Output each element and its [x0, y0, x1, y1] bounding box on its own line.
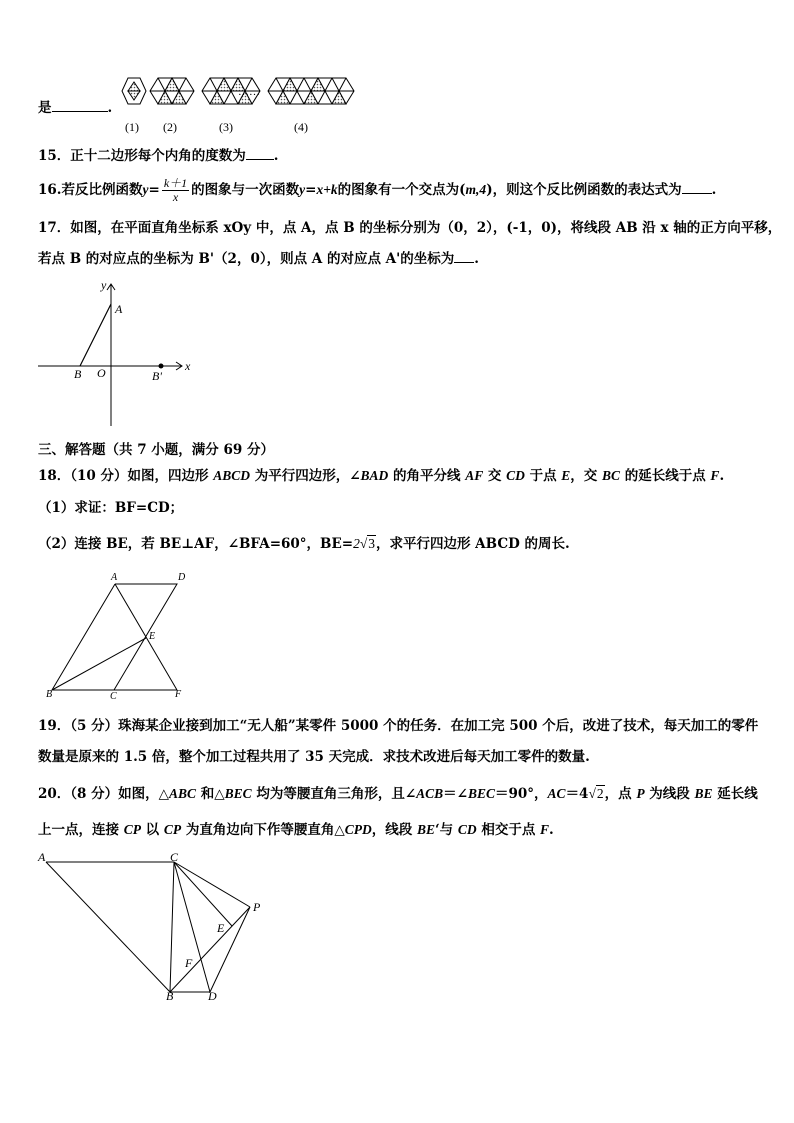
q15-end: .	[273, 148, 279, 164]
q16-frac-num: k＋1	[163, 176, 188, 190]
q20-label-d: D	[208, 989, 217, 1003]
q20-sqrt-rad: 2	[596, 786, 604, 801]
q20-label-e: E	[217, 921, 225, 935]
q20-t1: 和△	[196, 786, 225, 802]
q14-fig-label-2: (2)	[163, 120, 177, 134]
q18-label-d: D	[178, 572, 186, 583]
q20-line1	[38, 784, 758, 804]
q18-label-c: C	[110, 691, 117, 702]
q16-end: )，则这个反比例函数的表达式为	[486, 182, 682, 198]
q17-label-a: A	[115, 302, 123, 316]
q20-line-bp	[170, 907, 250, 992]
q20-label-f: F	[185, 956, 193, 970]
q20-line-cp	[174, 862, 250, 907]
q16-period: .	[711, 182, 717, 198]
q20-bec2: BEC	[467, 786, 495, 801]
q20-l2b: 以	[140, 822, 164, 838]
q17-segment-ab	[80, 304, 111, 366]
q20-abc: ABC	[169, 786, 197, 801]
q16-answer-blank[interactable]	[682, 179, 712, 194]
q18-end: .	[719, 468, 725, 484]
q20-cpd: CPD	[344, 822, 372, 837]
q20-be: BE	[694, 786, 713, 801]
q18-e: E	[561, 468, 571, 483]
q18-sub2-b: ，求平行四边形 ABCD 的周长.	[375, 536, 570, 552]
q20-sqrt: √2	[588, 786, 604, 801]
q20-l2f: 相交于点	[476, 822, 541, 838]
q16-eq: =	[148, 182, 160, 198]
q14-fig-label-4: (4)	[294, 120, 308, 134]
q20-l2d: ，线段	[371, 822, 417, 838]
q18-t4: 于点	[524, 468, 562, 484]
q17-end: .	[474, 251, 479, 267]
q20-end: .	[549, 822, 554, 838]
q17-line1: 17．如图，在平面直角坐标系 xOy 中，点 A，点 B 的坐标分别为（0，2），(-1，0)，将线段 AB 沿 x 轴的正方向平移，	[38, 220, 782, 236]
q18-sub1: （1）求证：BF=CD；	[38, 500, 184, 516]
q14-prefix: 是	[38, 100, 52, 116]
q17-label-o: O	[97, 366, 106, 380]
q18-t5: ，交	[570, 468, 602, 484]
q19-line2: 数量是原来的 1.5 倍，整个加工过程共用了 35 天完成．求技术改进后每天加工零件的数量.	[38, 749, 590, 765]
q20-t8: 延长线	[712, 786, 758, 802]
q14-fig-label-3: (3)	[219, 120, 233, 134]
q20-cp: CP	[123, 822, 141, 837]
q20-l2a: 上一点，连接	[38, 822, 124, 838]
q14-answer-blank[interactable]	[52, 97, 108, 112]
q20-line2	[38, 820, 554, 840]
q20-cd: CD	[457, 822, 477, 837]
q18-t6: 的延长线于点	[620, 468, 711, 484]
q20-line-ab	[46, 862, 170, 992]
q18-sqrt-coef: 2	[353, 536, 360, 551]
q15-line	[38, 145, 279, 166]
q18-t3: 交	[483, 468, 507, 484]
q14-fig-label-1: (1)	[125, 120, 139, 134]
q18-cd: CD	[506, 468, 525, 483]
q18-line	[38, 466, 724, 486]
q20-t6: ，点	[604, 786, 637, 802]
q17-answer-blank[interactable]	[454, 248, 474, 263]
q18-sub2-a: （2）连接 BE，若 BE⊥AF，∠BFA=60°，BE=	[38, 536, 354, 552]
q16-fraction	[162, 177, 189, 204]
q16-line	[38, 172, 716, 208]
q17-label-b: B	[74, 367, 82, 381]
q18-f: F	[710, 468, 720, 483]
q18-label-e: E	[149, 631, 156, 642]
q20-label-c: C	[170, 850, 179, 864]
q18-sqrt-expr: 2√3	[353, 536, 375, 551]
q16-frac-den: x	[172, 190, 179, 204]
q18-parallelogram-figure	[44, 572, 194, 700]
q18-bad: BAD	[360, 468, 389, 483]
q19-line1: 19．（5 分）珠海某企业接到加工“无人船”某零件 5000 个的任务．在加工完 500 个后，改进了技术，每天加工的零件	[38, 718, 759, 734]
q16-y1: y	[142, 182, 149, 197]
q20-label-a: A	[38, 850, 46, 864]
q20-label-p: P	[253, 900, 261, 914]
q18-label-a: A	[111, 572, 118, 583]
q16-start: 16.若反比例函数	[38, 182, 143, 198]
q18-t1: 为平行四边形，∠	[250, 468, 361, 484]
q18-abcd: ABCD	[213, 468, 250, 483]
q20-triangles-figure	[38, 852, 268, 1012]
q14-line	[38, 97, 112, 118]
q20-t5: ＝4	[565, 786, 589, 802]
q15-answer-blank[interactable]	[246, 145, 274, 160]
q20-cp2: CP	[163, 822, 182, 837]
q20-bec: BEC	[224, 786, 252, 801]
q20-p: P	[636, 786, 645, 801]
q16-y2: y	[299, 182, 306, 197]
q20-f: F	[540, 822, 550, 837]
q20-ac: AC	[547, 786, 566, 801]
q20-be2: BE	[416, 822, 435, 837]
q15-text: 15．正十二边形每个内角的度数为	[38, 148, 246, 164]
q18-parallelogram	[52, 584, 177, 690]
q16-mid: 的图象与一次函数	[191, 182, 300, 198]
q18-sqrt-rad: 3	[368, 536, 375, 551]
q20-t3: ＝∠	[443, 786, 468, 802]
q17-line2-text: 若点 B 的对应点的坐标为 B'（2，0），则点 A 的对应点 A'的坐标为	[38, 251, 455, 267]
q18-bc: BC	[602, 468, 621, 483]
q14-period: .	[107, 100, 113, 116]
q20-label-b: B	[166, 989, 174, 1003]
q18-sub2	[38, 534, 570, 554]
q18-label-f: F	[175, 689, 182, 700]
q20-t2: 均为等腰直角三角形，且∠	[251, 786, 417, 802]
q20-acb: ACB	[416, 786, 444, 801]
q20-l2e: ‘与	[434, 822, 458, 838]
q20-line-cb	[170, 862, 174, 992]
q17-point-bprime	[159, 364, 164, 369]
q20-t7: 为线段	[644, 786, 695, 802]
q17-label-y: y	[101, 278, 107, 292]
q16-eq2: =	[305, 182, 317, 198]
q16-point: m,4	[465, 182, 487, 197]
q18-line-be	[52, 638, 146, 690]
q18-start: 18．（10 分）如图，四边形	[38, 468, 214, 484]
q14-ellipsis: ……	[238, 86, 260, 98]
q17-label-bprime: B'	[152, 369, 162, 383]
q17-coordinate-figure	[34, 278, 204, 430]
q16-mid2: 的图象有一个交点为(	[337, 182, 466, 198]
q20-t4: ＝90°，	[495, 786, 548, 802]
q20-line-pd	[210, 907, 250, 992]
q16-linear: x+k	[316, 182, 338, 197]
q17-label-x: x	[185, 359, 191, 373]
q20-start: 20．（8 分）如图，△	[38, 786, 170, 802]
q20-l2c: 为直角边向下作等腰直角△	[181, 822, 345, 838]
q18-af: AF	[465, 468, 484, 483]
q18-label-b: B	[46, 689, 53, 700]
q18-t2: 的角平分线	[388, 468, 466, 484]
section3-title: 三、解答题（共 7 小题，满分 69 分）	[38, 442, 274, 458]
q17-line2	[38, 248, 479, 269]
